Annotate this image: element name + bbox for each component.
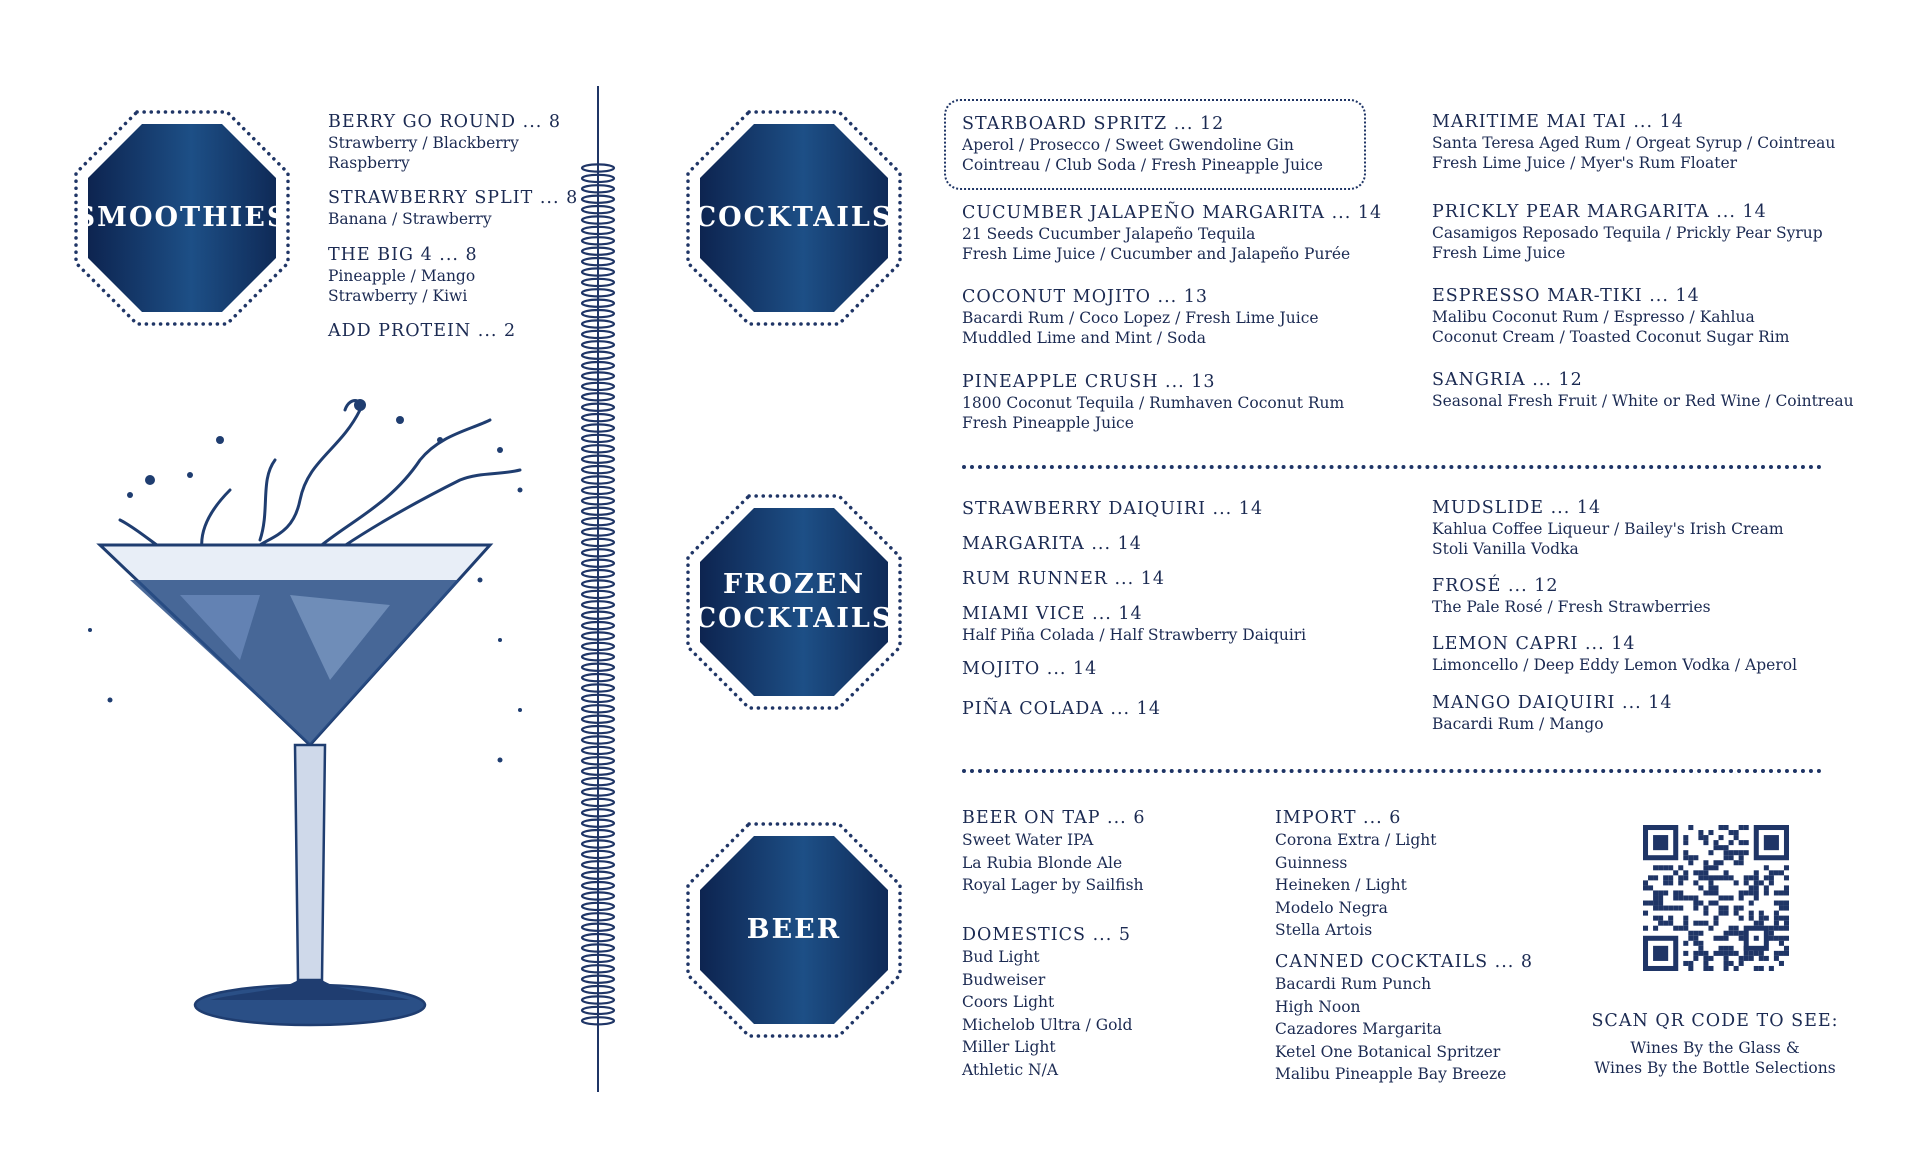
- beer-group: [962, 925, 1132, 1081]
- item-name: PIÑA COLADA ... 14: [962, 699, 1161, 719]
- item-desc: Limoncello / Deep Eddy Lemon Vodka / Aperol: [1432, 656, 1798, 674]
- list-item: Coors Light: [962, 993, 1055, 1011]
- menu-item: [328, 321, 516, 342]
- list-item: High Noon: [1275, 997, 1361, 1016]
- list-item: La Rubia Blonde Ale: [962, 853, 1123, 872]
- group-name: CANNED COCKTAILS ... 8: [1275, 952, 1534, 972]
- qr-code-icon[interactable]: [1643, 825, 1789, 971]
- item-name: FROSÉ ... 12: [1432, 576, 1559, 596]
- frozen-cocktails-title: FROZEN COCKTAILS: [694, 569, 894, 634]
- cocktails-badge: [682, 106, 906, 330]
- menu-item: [962, 372, 1344, 433]
- smoothies-title: SMOOTHIES: [75, 202, 289, 233]
- item-name: RUM RUNNER ... 14: [962, 569, 1165, 589]
- item-desc: 21 Seeds Cucumber Jalapeño Tequila Fresh Lime Juice / Cucumber and Jalapeño Purée: [962, 225, 1351, 263]
- list-item: Athletic N/A: [962, 1060, 1059, 1079]
- menu-item: [962, 287, 1319, 348]
- item-desc: The Pale Rosé / Fresh Strawberries: [1432, 598, 1711, 616]
- list-item: Bud Light: [962, 948, 1040, 966]
- menu-item: [962, 203, 1382, 264]
- item-name: MOJITO ... 14: [962, 659, 1098, 679]
- beer-group: [1275, 808, 1436, 942]
- beer-group: [962, 808, 1145, 897]
- group-name: BEER ON TAP ... 6: [962, 808, 1146, 828]
- item-name: CUCUMBER JALAPEÑO MARGARITA ... 14: [962, 203, 1383, 223]
- section-divider: [962, 465, 1822, 469]
- smoothies-badge: [70, 106, 294, 330]
- menu-item: [962, 114, 1323, 175]
- item-name: MARGARITA ... 14: [962, 534, 1142, 554]
- list-item: Budweiser: [962, 970, 1046, 989]
- item-desc: 1800 Coconut Tequila / Rumhaven Coconut Rum Fresh Pineapple Juice: [962, 394, 1345, 432]
- menu-item: [1432, 370, 1854, 411]
- list-item: Stella Artois: [1275, 921, 1373, 939]
- menu-item: [1432, 576, 1711, 617]
- item-desc: Bacardi Rum / Coco Lopez / Fresh Lime Juice Muddled Lime and Mint / Soda: [962, 309, 1319, 347]
- scan-qr-subtitle: Wines By the Glass & Wines By the Bottle Selections: [1594, 1039, 1836, 1077]
- item-desc: Aperol / Prosecco / Sweet Gwendoline Gin Cointreau / Club Soda / Fresh Pineapple Juice: [962, 136, 1323, 174]
- item-name: BERRY GO ROUND ... 8: [328, 112, 562, 132]
- cocktails-title: COCKTAILS: [694, 202, 894, 233]
- beer-group: [1275, 952, 1533, 1086]
- list-item: Miller Light: [962, 1038, 1056, 1056]
- menu-item: [328, 112, 561, 173]
- beer-title: BEER: [746, 914, 842, 945]
- item-desc: Santa Teresa Aged Rum / Orgeat Syrup / Cointreau Fresh Lime Juice / Myer's Rum Floater: [1432, 134, 1836, 172]
- item-desc: Strawberry / Blackberry Raspberry: [328, 134, 519, 172]
- item-name: MARITIME MAI TAI ... 14: [1432, 112, 1684, 132]
- item-name: STARBOARD SPRITZ ... 12: [962, 114, 1225, 134]
- item-name: SANGRIA ... 12: [1432, 370, 1583, 390]
- item-desc: Malibu Coconut Rum / Espresso / Kahlua Coconut Cream / Toasted Coconut Sugar Rim: [1432, 308, 1790, 346]
- item-desc: Kahlua Coffee Liqueur / Bailey's Irish Cream Stoli Vanilla Vodka: [1432, 520, 1784, 558]
- menu-item: [962, 499, 1263, 520]
- martini-glass-splash-icon: [60, 380, 560, 1060]
- scan-qr-title: SCAN QR CODE TO SEE:: [1591, 1011, 1839, 1031]
- menu-item: [328, 188, 578, 229]
- menu-item: [328, 245, 478, 306]
- menu-item: [962, 604, 1306, 645]
- item-desc: Casamigos Reposado Tequila / Prickly Pear Syrup Fresh Lime Juice: [1432, 224, 1823, 262]
- list-item: Royal Lager by Sailfish: [962, 876, 1144, 894]
- item-name: MIAMI VICE ... 14: [962, 604, 1143, 624]
- list-item: Michelob Ultra / Gold: [962, 1015, 1133, 1034]
- list-item: Bacardi Rum Punch: [1275, 975, 1432, 993]
- list-item: Guinness: [1275, 853, 1348, 872]
- list-item: Cazadores Margarita: [1275, 1020, 1442, 1038]
- menu-item: [1432, 498, 1784, 559]
- item-desc: Banana / Strawberry: [328, 210, 492, 228]
- menu-item: [1432, 202, 1823, 263]
- menu-item: [962, 569, 1165, 590]
- item-desc: Seasonal Fresh Fruit / White or Red Wine / Cointreau: [1432, 392, 1854, 410]
- item-name: LEMON CAPRI ... 14: [1432, 634, 1636, 654]
- group-name: IMPORT ... 6: [1275, 808, 1402, 828]
- menu-item: [1432, 693, 1673, 734]
- item-name: MANGO DAIQUIRI ... 14: [1432, 693, 1673, 713]
- list-item: Corona Extra / Light: [1275, 831, 1437, 849]
- item-name: COCONUT MOJITO ... 13: [962, 287, 1209, 307]
- beer-badge: [682, 818, 906, 1042]
- item-name: ESPRESSO MAR-TIKI ... 14: [1432, 286, 1700, 306]
- group-name: DOMESTICS ... 5: [962, 925, 1131, 945]
- menu-item: [962, 659, 1097, 680]
- item-name: STRAWBERRY DAIQUIRI ... 14: [962, 499, 1264, 519]
- item-desc: Half Piña Colada / Half Strawberry Daiquiri: [962, 626, 1307, 644]
- section-divider: [962, 769, 1822, 773]
- item-desc: Pineapple / Mango Strawberry / Kiwi: [328, 267, 476, 305]
- list-item: Sweet Water IPA: [962, 831, 1094, 849]
- menu-item: [962, 534, 1142, 555]
- menu-item: [1432, 286, 1789, 347]
- spiral-binding-icon: [580, 160, 616, 1030]
- item-name: ADD PROTEIN ... 2: [328, 321, 517, 341]
- item-name: MUDSLIDE ... 14: [1432, 498, 1602, 518]
- frozen-cocktails-badge: [682, 490, 906, 714]
- item-desc: Bacardi Rum / Mango: [1432, 715, 1604, 733]
- list-item: Modelo Negra: [1275, 898, 1388, 917]
- list-item: Malibu Pineapple Bay Breeze: [1275, 1065, 1507, 1083]
- menu-item: [1432, 634, 1797, 675]
- item-name: PINEAPPLE CRUSH ... 13: [962, 372, 1216, 392]
- item-name: THE BIG 4 ... 8: [328, 245, 478, 265]
- list-item: Ketel One Botanical Spritzer: [1275, 1042, 1501, 1061]
- item-name: STRAWBERRY SPLIT ... 8: [328, 188, 579, 208]
- item-name: PRICKLY PEAR MARGARITA ... 14: [1432, 202, 1767, 222]
- menu-item: [962, 699, 1161, 720]
- list-item: Heineken / Light: [1275, 876, 1407, 894]
- menu-item: [1432, 112, 1835, 173]
